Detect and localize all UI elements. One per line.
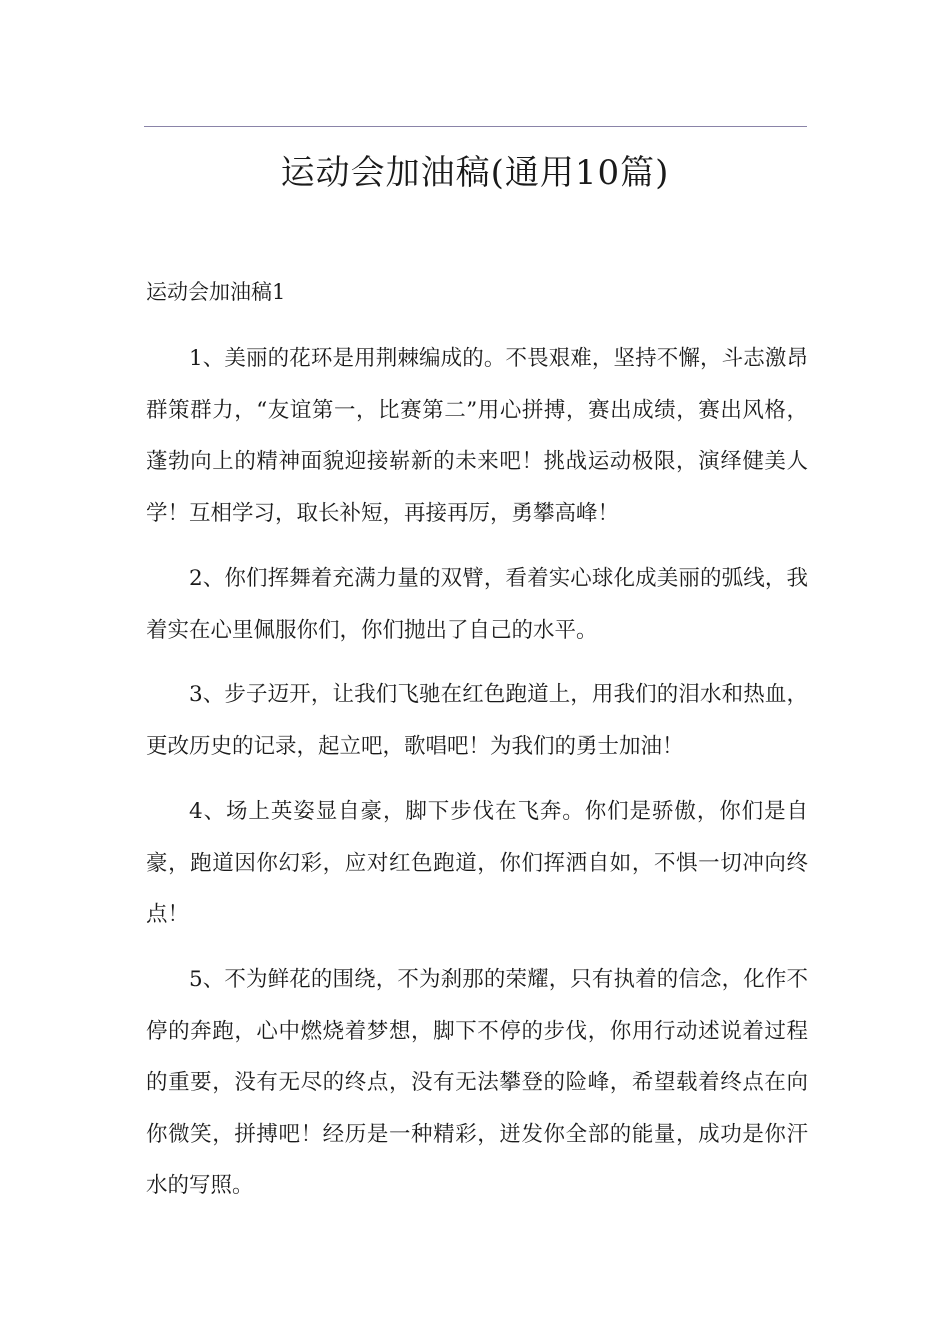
paragraph-4: 4、场上英姿显自豪，脚下步伐在飞奔。你们是骄傲，你们是自豪，跑道因你幻彩，应对红色跑道，你们挥洒自如，不惧一切冲向终点！	[146, 799, 808, 927]
paragraph-3: 3、步子迈开，让我们飞驰在红色跑道上，用我们的泪水和热血，更改历史的记录，起立吧，歌唱吧！为我们的勇士加油！	[146, 682, 808, 759]
paragraph-1: 1、美丽的花环是用荆棘编成的。不畏艰难，坚持不懈，斗志激昂群策群力，“友谊第一，比赛第二”用心拼搏，赛出成绩，赛出风格，蓬勃向上的精神面貌迎接崭新的未来吧！挑战运动极限，演绎健美人学！互相学习，取长补短，再接再厉，勇攀高峰！	[146, 346, 808, 526]
section-heading: 运动会加油稿1	[146, 280, 286, 304]
header-rule	[144, 126, 807, 127]
document-title: 运动会加油稿(通用10篇)	[280, 153, 670, 193]
paragraph-5: 5、不为鲜花的围绕，不为刹那的荣耀，只有执着的信念，化作不停的奔跑，心中燃烧着梦想，脚下不停的步伐，你用行动述说着过程的重要，没有无尽的终点，没有无法攀登的险峰，希望载着终点在向你微笑，拼搏吧！经历是一种精彩，迸发你全部的能量，成功是你汗水的写照。	[146, 967, 808, 1198]
paragraph-2: 2、你们挥舞着充满力量的双臂，看着实心球化成美丽的弧线，我着实在心里佩服你们，你们抛出了自己的水平。	[146, 566, 808, 643]
